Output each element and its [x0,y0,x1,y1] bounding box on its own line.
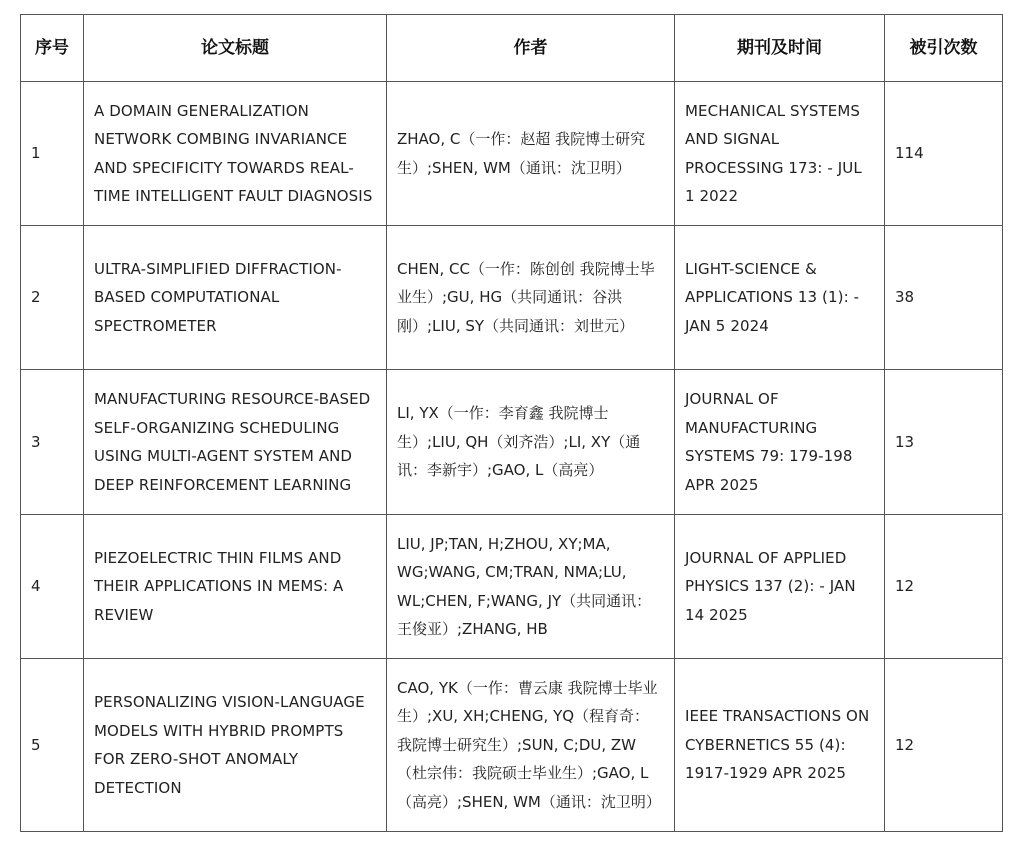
cell-journal: JOURNAL OF APPLIED PHYSICS 137 (2): - JAN 14 2025 [675,515,885,659]
cell-index: 3 [21,370,84,515]
cell-title: PIEZOELECTRIC THIN FILMS AND THEIR APPLICATIONS IN MEMS: A REVIEW [84,515,387,659]
papers-table [20,14,1003,832]
cell-index: 2 [21,226,84,370]
cell-journal: JOURNAL OF MANUFACTURING SYSTEMS 79: 179-198 APR 2025 [675,370,885,515]
table-body [21,82,1003,832]
table-row [21,370,1003,515]
header-authors: 作者 [387,15,675,82]
cell-authors: CHEN, CC（一作：陈创创 我院博士毕业生）;GU, HG（共同通讯：谷洪刚）;LIU, SY（共同通讯：刘世元） [387,226,675,370]
cell-authors: LI, YX（一作：李育鑫 我院博士生）;LIU, QH（刘齐浩）;LI, XY（通讯：李新宇）;GAO, L（高亮） [387,370,675,515]
header-title: 论文标题 [84,15,387,82]
header-citations: 被引次数 [885,15,1003,82]
cell-title: A DOMAIN GENERALIZATION NETWORK COMBING INVARIANCE AND SPECIFICITY TOWARDS REAL-TIME INTELLIGENT FAULT DIAGNOSIS [84,82,387,226]
table-header [21,15,1003,82]
cell-title: PERSONALIZING VISION-LANGUAGE MODELS WITH HYBRID PROMPTS FOR ZERO-SHOT ANOMALY DETECTION [84,659,387,832]
cell-authors: LIU, JP;TAN, H;ZHOU, XY;MA, WG;WANG, CM;TRAN, NMA;LU, WL;CHEN, F;WANG, JY（共同通讯：王俊亚）;ZHANG, HB [387,515,675,659]
cell-title: MANUFACTURING RESOURCE-BASED SELF-ORGANIZING SCHEDULING USING MULTI-AGENT SYSTEM AND DEEP REINFORCEMENT LEARNING [84,370,387,515]
cell-authors: ZHAO, C（一作：赵超 我院博士研究生）;SHEN, WM（通讯：沈卫明） [387,82,675,226]
cell-citations: 38 [885,226,1003,370]
header-journal: 期刊及时间 [675,15,885,82]
cell-journal: IEEE TRANSACTIONS ON CYBERNETICS 55 (4): 1917-1929 APR 2025 [675,659,885,832]
cell-citations: 12 [885,515,1003,659]
cell-citations: 114 [885,82,1003,226]
cell-journal: MECHANICAL SYSTEMS AND SIGNAL PROCESSING 173: - JUL 1 2022 [675,82,885,226]
cell-index: 4 [21,515,84,659]
table-row [21,226,1003,370]
cell-title: ULTRA-SIMPLIFIED DIFFRACTION-BASED COMPUTATIONAL SPECTROMETER [84,226,387,370]
cell-index: 1 [21,82,84,226]
cell-citations: 13 [885,370,1003,515]
header-row [21,15,1003,82]
table-row [21,515,1003,659]
cell-authors: CAO, YK（一作：曹云康 我院博士毕业生）;XU, XH;CHENG, YQ（程育奇：我院博士研究生）;SUN, C;DU, ZW（杜宗伟：我院硕士毕业生）;GAO, L（高亮）;SHEN, WM（通讯：沈卫明） [387,659,675,832]
table-row [21,82,1003,226]
header-index: 序号 [21,15,84,82]
table-row [21,659,1003,832]
cell-index: 5 [21,659,84,832]
cell-journal: LIGHT-SCIENCE & APPLICATIONS 13 (1): - JAN 5 2024 [675,226,885,370]
cell-citations: 12 [885,659,1003,832]
